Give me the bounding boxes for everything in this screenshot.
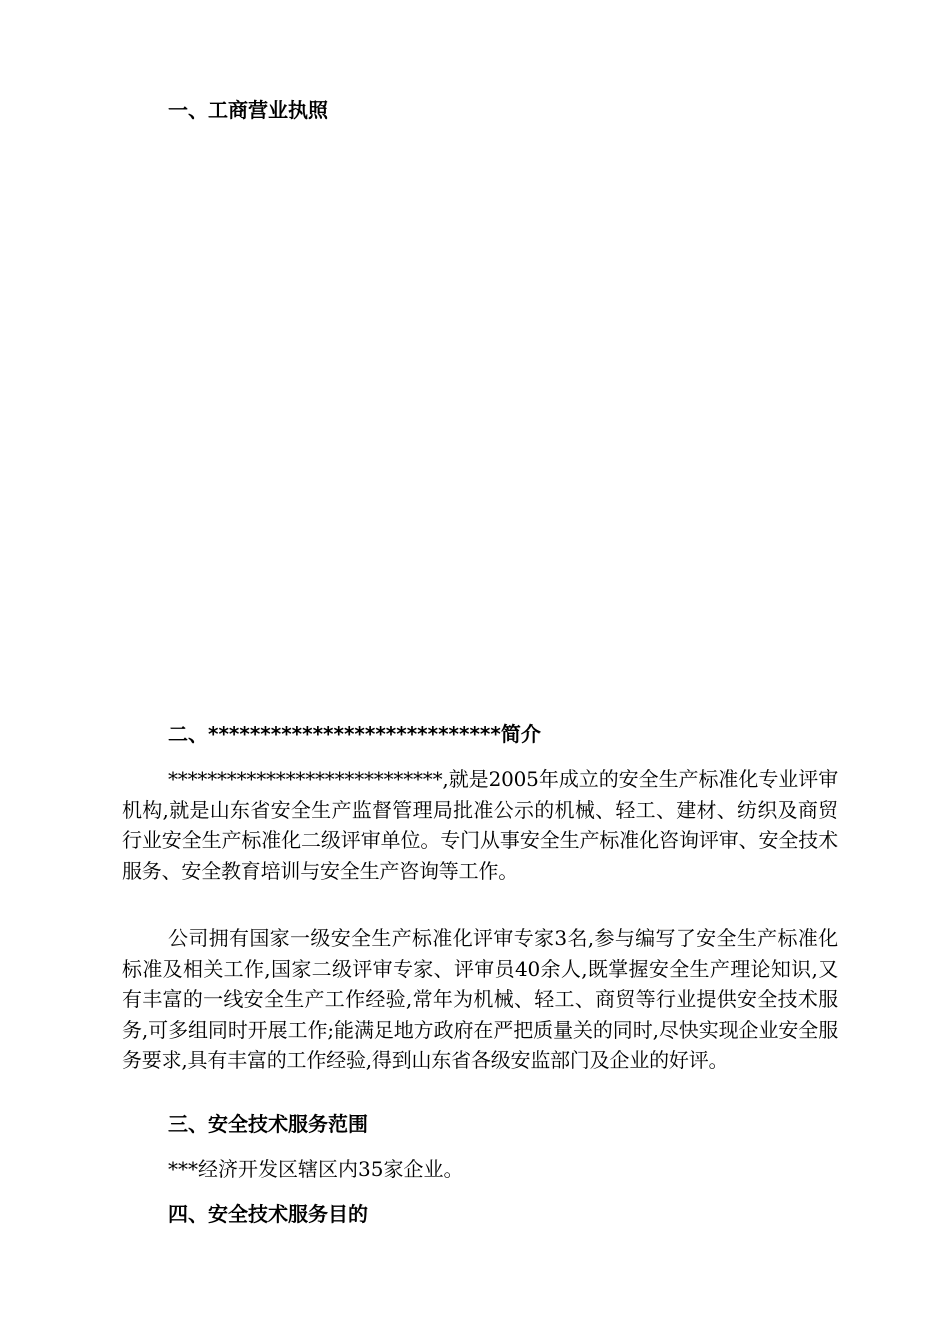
- section-heading-service-scope: 三、安全技术服务范围: [168, 1112, 368, 1136]
- service-scope-text: ***经济开发区辖区内35家企业。: [168, 1157, 464, 1181]
- company-intro-paragraph-2: 公司拥有国家一级安全生产标准化评审专家3名,参与编写了安全生产标准化标准及相关工作,国家二级评审专家、评审员40余人,既掌握安全生产理论知识,又有丰富的一线安全生产工作经验,常年为机械、轻工、商贸等行业提供安全技术服务,可多组同时开展工作;能满足地方政府在严把质量关的同时,尽快实现企业安全服务要求,具有丰富的工作经验,得到山东省各级安监部门及企业的好评。: [122, 926, 838, 1072]
- company-intro-paragraph-1: ****************************,就是2005年成立的安全生产标准化专业评审机构,就是山东省安全生产监督管理局批准公示的机械、轻工、建材、纺织及商贸行业安全生产标准化二级评审单位。专门从事安全生产标准化咨询评审、安全技术服务、安全教育培训与安全生产咨询等工作。: [122, 767, 838, 883]
- section-heading-business-license: 一、工商营业执照: [168, 98, 328, 122]
- section-heading-service-purpose: 四、安全技术服务目的: [168, 1202, 368, 1226]
- section-heading-company-intro: 二、****************************简介: [168, 722, 541, 746]
